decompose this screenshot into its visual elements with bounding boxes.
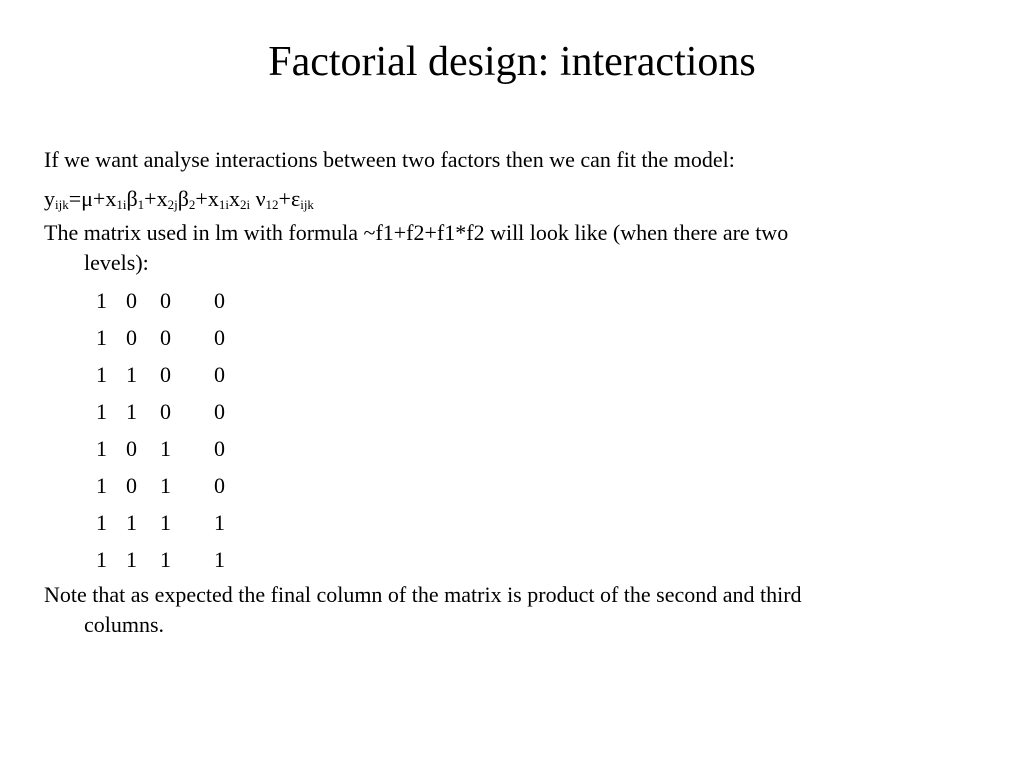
matrix-row: 1 1 0 0 bbox=[96, 362, 225, 387]
slide-title: Factorial design: interactions bbox=[268, 39, 756, 85]
matrix-row: 1 0 0 0 bbox=[96, 288, 225, 313]
intro-text: If we want analyse interactions between two factors then we can fit the model: bbox=[44, 147, 735, 172]
design-matrix bbox=[96, 286, 234, 582]
model-formula: $y_{ijk}=\mu+x_{1i}\beta_1+x_{2j}\beta_2+x_{1i}x_{2i}$ $\nu_{12}+\varepsilon_{ijk}$ bbox=[44, 186, 314, 212]
matrix-row: 1 1 0 0 bbox=[96, 399, 225, 424]
matrix-intro-text: The matrix used in lm with formula ~f1+f2+f1*f2 will look like (when there are two levels): bbox=[44, 220, 789, 275]
matrix-row: 1 1 1 1 bbox=[96, 510, 225, 535]
matrix-row: 1 1 1 1 bbox=[96, 547, 225, 572]
matrix-row: 1 0 1 0 bbox=[96, 473, 225, 498]
note-text: Note that as expected the final column of the matrix is product of the second and third columns. bbox=[44, 582, 802, 637]
matrix-row: 1 0 1 0 bbox=[96, 436, 225, 461]
matrix-row: 1 0 0 0 bbox=[96, 325, 225, 350]
